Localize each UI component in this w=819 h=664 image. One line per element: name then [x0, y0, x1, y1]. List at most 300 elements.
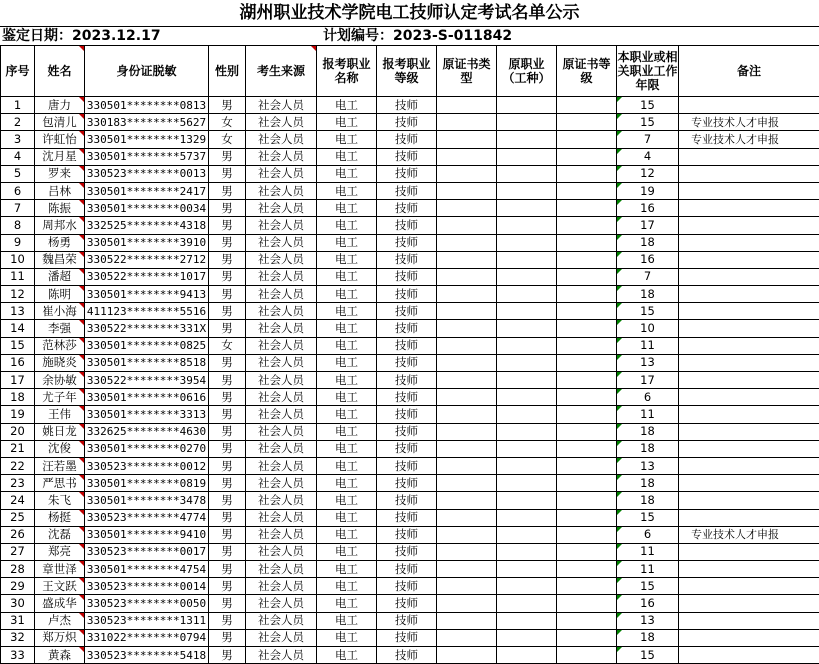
table-row — [1, 372, 819, 389]
cell-orig-cert-level — [557, 475, 617, 492]
cell-occupation: 电工 — [317, 200, 377, 217]
cell-gender: 男 — [209, 148, 246, 165]
cell-orig-cert-type — [437, 114, 497, 131]
cell-years: 15 — [617, 509, 679, 526]
cell-orig-cert-level — [557, 114, 617, 131]
cell-gender: 男 — [209, 165, 246, 182]
cell-gender: 女 — [209, 114, 246, 131]
cell-remark — [679, 268, 819, 285]
cell-level: 技师 — [377, 114, 437, 131]
cell-orig-job — [497, 561, 557, 578]
cell-source: 社会人员 — [246, 234, 317, 251]
cell-occupation: 电工 — [317, 114, 377, 131]
cell-gender: 男 — [209, 182, 246, 199]
cell-seq: 12 — [1, 286, 35, 303]
cell-years: 11 — [617, 406, 679, 423]
cell-gender: 男 — [209, 251, 246, 268]
cell-source: 社会人员 — [246, 457, 317, 474]
cell-name: 余协敏 — [35, 372, 85, 389]
header-name: 姓名 — [35, 46, 85, 97]
cell-years: 13 — [617, 354, 679, 371]
cell-orig-cert-level — [557, 286, 617, 303]
cell-orig-cert-type — [437, 148, 497, 165]
cell-name: 王伟 — [35, 406, 85, 423]
table-row — [1, 268, 819, 285]
cell-years: 12 — [617, 165, 679, 182]
cell-id-number: 330501********9413 — [85, 286, 209, 303]
cell-years: 18 — [617, 440, 679, 457]
table-row — [1, 234, 819, 251]
cell-occupation: 电工 — [317, 509, 377, 526]
cell-source: 社会人员 — [246, 647, 317, 664]
cell-orig-cert-level — [557, 182, 617, 199]
cell-orig-job — [497, 612, 557, 629]
cell-orig-job — [497, 457, 557, 474]
cell-remark — [679, 475, 819, 492]
cell-source: 社会人员 — [246, 165, 317, 182]
cell-level: 技师 — [377, 492, 437, 509]
cell-source: 社会人员 — [246, 578, 317, 595]
cell-level: 技师 — [377, 303, 437, 320]
cell-seq: 31 — [1, 612, 35, 629]
cell-seq: 19 — [1, 406, 35, 423]
cell-remark — [679, 406, 819, 423]
cell-years: 17 — [617, 217, 679, 234]
cell-years: 11 — [617, 337, 679, 354]
cell-id-number: 330523********1311 — [85, 612, 209, 629]
cell-seq: 33 — [1, 647, 35, 664]
cell-seq: 13 — [1, 303, 35, 320]
cell-years: 7 — [617, 131, 679, 148]
cell-level: 技师 — [377, 647, 437, 664]
cell-orig-job — [497, 268, 557, 285]
cell-level: 技师 — [377, 354, 437, 371]
cell-name: 尤子年 — [35, 389, 85, 406]
cell-level: 技师 — [377, 234, 437, 251]
cell-name: 罗来 — [35, 165, 85, 182]
cell-years: 6 — [617, 526, 679, 543]
table-row — [1, 286, 819, 303]
cell-id-number: 330523********0017 — [85, 543, 209, 560]
cell-remark — [679, 217, 819, 234]
cell-source: 社会人员 — [246, 303, 317, 320]
cell-orig-cert-type — [437, 526, 497, 543]
header-row — [1, 46, 819, 97]
cell-orig-cert-level — [557, 320, 617, 337]
cell-occupation: 电工 — [317, 423, 377, 440]
cell-name: 严思书 — [35, 475, 85, 492]
page-title: 湖州职业技术学院电工技师认定考试名单公示 — [0, 0, 819, 27]
cell-orig-cert-type — [437, 423, 497, 440]
cell-orig-cert-type — [437, 561, 497, 578]
cell-source: 社会人员 — [246, 320, 317, 337]
cell-orig-job — [497, 148, 557, 165]
cell-seq: 28 — [1, 561, 35, 578]
cell-name: 唐力 — [35, 97, 85, 114]
cell-orig-cert-level — [557, 337, 617, 354]
cell-level: 技师 — [377, 389, 437, 406]
table-row — [1, 182, 819, 199]
cell-id-number: 411123********5516 — [85, 303, 209, 320]
table-row — [1, 647, 819, 664]
cell-id-number: 330501********0813 — [85, 97, 209, 114]
cell-orig-cert-type — [437, 337, 497, 354]
table-body — [1, 97, 819, 664]
cell-years: 15 — [617, 578, 679, 595]
cell-seq: 29 — [1, 578, 35, 595]
cell-orig-job — [497, 303, 557, 320]
header-occupation: 报考职业名称 — [317, 46, 377, 97]
cell-source: 社会人员 — [246, 200, 317, 217]
cell-occupation: 电工 — [317, 647, 377, 664]
cell-source: 社会人员 — [246, 492, 317, 509]
cell-orig-job — [497, 234, 557, 251]
cell-source: 社会人员 — [246, 337, 317, 354]
cell-occupation: 电工 — [317, 561, 377, 578]
cell-orig-cert-type — [437, 286, 497, 303]
candidate-table — [0, 45, 819, 664]
cell-level: 技师 — [377, 595, 437, 612]
cell-years: 13 — [617, 612, 679, 629]
exam-date: 鉴定日期：2023.12.17 — [0, 27, 321, 45]
table-row — [1, 457, 819, 474]
cell-level: 技师 — [377, 372, 437, 389]
cell-remark — [679, 148, 819, 165]
cell-gender: 男 — [209, 423, 246, 440]
cell-orig-cert-type — [437, 457, 497, 474]
cell-name: 杨挺 — [35, 509, 85, 526]
cell-orig-cert-type — [437, 234, 497, 251]
cell-id-number: 330501********4754 — [85, 561, 209, 578]
cell-orig-job — [497, 389, 557, 406]
cell-years: 18 — [617, 423, 679, 440]
cell-years: 6 — [617, 389, 679, 406]
cell-seq: 30 — [1, 595, 35, 612]
table-row — [1, 543, 819, 560]
cell-seq: 25 — [1, 509, 35, 526]
cell-seq: 6 — [1, 182, 35, 199]
cell-seq: 3 — [1, 131, 35, 148]
cell-name: 汪若墨 — [35, 457, 85, 474]
header-remark: 备注 — [679, 46, 819, 97]
cell-id-number: 330523********0050 — [85, 595, 209, 612]
cell-id-number: 330523********0014 — [85, 578, 209, 595]
cell-id-number: 330523********5418 — [85, 647, 209, 664]
cell-gender: 男 — [209, 286, 246, 303]
table-row — [1, 251, 819, 268]
cell-source: 社会人员 — [246, 251, 317, 268]
cell-orig-job — [497, 114, 557, 131]
cell-remark — [679, 595, 819, 612]
cell-orig-job — [497, 182, 557, 199]
cell-name: 朱飞 — [35, 492, 85, 509]
cell-gender: 男 — [209, 97, 246, 114]
cell-gender: 男 — [209, 561, 246, 578]
cell-source: 社会人员 — [246, 526, 317, 543]
cell-level: 技师 — [377, 423, 437, 440]
cell-remark — [679, 251, 819, 268]
cell-years: 18 — [617, 475, 679, 492]
cell-source: 社会人员 — [246, 217, 317, 234]
cell-gender: 男 — [209, 526, 246, 543]
cell-orig-cert-level — [557, 200, 617, 217]
cell-orig-cert-type — [437, 165, 497, 182]
cell-name: 吕林 — [35, 182, 85, 199]
cell-occupation: 电工 — [317, 320, 377, 337]
cell-remark — [679, 200, 819, 217]
cell-name: 姚日龙 — [35, 423, 85, 440]
cell-name: 崔小海 — [35, 303, 85, 320]
cell-gender: 男 — [209, 389, 246, 406]
table-row — [1, 97, 819, 114]
table-row — [1, 303, 819, 320]
cell-seq: 17 — [1, 372, 35, 389]
cell-years: 16 — [617, 251, 679, 268]
cell-occupation: 电工 — [317, 372, 377, 389]
cell-id-number: 330501********5737 — [85, 148, 209, 165]
cell-level: 技师 — [377, 148, 437, 165]
cell-occupation: 电工 — [317, 492, 377, 509]
cell-orig-job — [497, 509, 557, 526]
cell-years: 15 — [617, 647, 679, 664]
cell-orig-cert-level — [557, 148, 617, 165]
cell-name: 沈磊 — [35, 526, 85, 543]
cell-orig-job — [497, 320, 557, 337]
cell-gender: 男 — [209, 234, 246, 251]
cell-gender: 男 — [209, 320, 246, 337]
table-row — [1, 320, 819, 337]
cell-orig-cert-type — [437, 543, 497, 560]
cell-remark: 专业技术人才申报 — [679, 114, 819, 131]
cell-source: 社会人员 — [246, 286, 317, 303]
cell-gender: 男 — [209, 578, 246, 595]
cell-name: 周邦水 — [35, 217, 85, 234]
cell-seq: 9 — [1, 234, 35, 251]
cell-seq: 14 — [1, 320, 35, 337]
cell-seq: 22 — [1, 457, 35, 474]
cell-gender: 男 — [209, 647, 246, 664]
cell-remark: 专业技术人才申报 — [679, 526, 819, 543]
cell-remark — [679, 440, 819, 457]
table-row — [1, 389, 819, 406]
cell-id-number: 332625********4630 — [85, 423, 209, 440]
cell-id-number: 330501********0034 — [85, 200, 209, 217]
cell-seq: 7 — [1, 200, 35, 217]
cell-orig-job — [497, 354, 557, 371]
cell-level: 技师 — [377, 97, 437, 114]
cell-occupation: 电工 — [317, 337, 377, 354]
cell-orig-cert-level — [557, 423, 617, 440]
cell-id-number: 330501********0819 — [85, 475, 209, 492]
cell-orig-job — [497, 492, 557, 509]
cell-gender: 男 — [209, 372, 246, 389]
header-gender: 性别 — [209, 46, 246, 97]
cell-remark: 专业技术人才申报 — [679, 131, 819, 148]
cell-occupation: 电工 — [317, 131, 377, 148]
cell-occupation: 电工 — [317, 406, 377, 423]
table-row — [1, 406, 819, 423]
cell-years: 7 — [617, 268, 679, 285]
cell-orig-job — [497, 440, 557, 457]
cell-orig-cert-type — [437, 217, 497, 234]
cell-occupation: 电工 — [317, 457, 377, 474]
cell-gender: 女 — [209, 131, 246, 148]
cell-level: 技师 — [377, 440, 437, 457]
cell-gender: 男 — [209, 612, 246, 629]
cell-orig-cert-type — [437, 182, 497, 199]
cell-name: 郑万炽 — [35, 629, 85, 646]
cell-orig-job — [497, 200, 557, 217]
cell-seq: 24 — [1, 492, 35, 509]
table-row — [1, 165, 819, 182]
cell-remark — [679, 234, 819, 251]
cell-seq: 5 — [1, 165, 35, 182]
cell-orig-cert-type — [437, 97, 497, 114]
cell-gender: 男 — [209, 217, 246, 234]
cell-years: 4 — [617, 148, 679, 165]
cell-source: 社会人员 — [246, 475, 317, 492]
cell-remark — [679, 647, 819, 664]
cell-id-number: 330501********0616 — [85, 389, 209, 406]
cell-source: 社会人员 — [246, 148, 317, 165]
cell-seq: 2 — [1, 114, 35, 131]
cell-source: 社会人员 — [246, 406, 317, 423]
cell-occupation: 电工 — [317, 268, 377, 285]
cell-id-number: 330183********5627 — [85, 114, 209, 131]
cell-occupation: 电工 — [317, 148, 377, 165]
table-row — [1, 475, 819, 492]
cell-source: 社会人员 — [246, 629, 317, 646]
table-row — [1, 509, 819, 526]
cell-source: 社会人员 — [246, 268, 317, 285]
cell-orig-cert-type — [437, 320, 497, 337]
cell-source: 社会人员 — [246, 354, 317, 371]
cell-orig-cert-type — [437, 389, 497, 406]
cell-orig-cert-type — [437, 647, 497, 664]
cell-orig-cert-type — [437, 440, 497, 457]
cell-remark — [679, 303, 819, 320]
cell-orig-cert-type — [437, 303, 497, 320]
cell-seq: 10 — [1, 251, 35, 268]
cell-name: 章世泽 — [35, 561, 85, 578]
cell-remark — [679, 543, 819, 560]
table-row — [1, 578, 819, 595]
cell-id-number: 332525********4318 — [85, 217, 209, 234]
cell-occupation: 电工 — [317, 543, 377, 560]
cell-orig-cert-level — [557, 234, 617, 251]
cell-orig-job — [497, 423, 557, 440]
cell-name: 许虹怡 — [35, 131, 85, 148]
cell-orig-cert-level — [557, 251, 617, 268]
cell-level: 技师 — [377, 217, 437, 234]
cell-orig-job — [497, 217, 557, 234]
cell-occupation: 电工 — [317, 475, 377, 492]
cell-orig-cert-level — [557, 165, 617, 182]
cell-source: 社会人员 — [246, 423, 317, 440]
cell-orig-job — [497, 165, 557, 182]
cell-orig-job — [497, 578, 557, 595]
cell-years: 11 — [617, 561, 679, 578]
cell-level: 技师 — [377, 182, 437, 199]
cell-source: 社会人员 — [246, 543, 317, 560]
cell-orig-cert-type — [437, 251, 497, 268]
cell-years: 18 — [617, 629, 679, 646]
cell-id-number: 330501********0270 — [85, 440, 209, 457]
header-level: 报考职业等级 — [377, 46, 437, 97]
cell-seq: 21 — [1, 440, 35, 457]
cell-orig-cert-level — [557, 97, 617, 114]
cell-years: 18 — [617, 286, 679, 303]
cell-years: 18 — [617, 234, 679, 251]
cell-id-number: 330501********8518 — [85, 354, 209, 371]
cell-seq: 20 — [1, 423, 35, 440]
cell-name: 沈俊 — [35, 440, 85, 457]
cell-gender: 男 — [209, 303, 246, 320]
cell-years: 11 — [617, 543, 679, 560]
cell-orig-cert-level — [557, 578, 617, 595]
cell-years: 13 — [617, 457, 679, 474]
cell-level: 技师 — [377, 561, 437, 578]
cell-orig-cert-type — [437, 509, 497, 526]
header-orig-cert-level: 原证书等级 — [557, 46, 617, 97]
cell-orig-cert-level — [557, 561, 617, 578]
cell-id-number: 330501********3313 — [85, 406, 209, 423]
cell-id-number: 330523********4774 — [85, 509, 209, 526]
cell-seq: 18 — [1, 389, 35, 406]
cell-gender: 男 — [209, 440, 246, 457]
table-row — [1, 561, 819, 578]
cell-seq: 1 — [1, 97, 35, 114]
cell-orig-cert-level — [557, 303, 617, 320]
cell-orig-cert-level — [557, 440, 617, 457]
cell-orig-cert-level — [557, 509, 617, 526]
cell-source: 社会人员 — [246, 114, 317, 131]
cell-occupation: 电工 — [317, 217, 377, 234]
cell-id-number: 330522********3954 — [85, 372, 209, 389]
cell-orig-cert-level — [557, 389, 617, 406]
cell-level: 技师 — [377, 406, 437, 423]
cell-occupation: 电工 — [317, 612, 377, 629]
cell-level: 技师 — [377, 200, 437, 217]
cell-orig-job — [497, 337, 557, 354]
plan-number: 计划编号：2023-S-011842 — [321, 27, 819, 45]
cell-level: 技师 — [377, 251, 437, 268]
cell-orig-cert-type — [437, 612, 497, 629]
cell-remark — [679, 423, 819, 440]
table-row — [1, 337, 819, 354]
cell-source: 社会人员 — [246, 595, 317, 612]
cell-seq: 26 — [1, 526, 35, 543]
cell-name: 沈月星 — [35, 148, 85, 165]
cell-orig-cert-type — [437, 629, 497, 646]
cell-orig-job — [497, 97, 557, 114]
cell-source: 社会人员 — [246, 509, 317, 526]
header-orig-cert-type: 原证书类型 — [437, 46, 497, 97]
cell-orig-cert-level — [557, 354, 617, 371]
cell-occupation: 电工 — [317, 251, 377, 268]
cell-remark — [679, 165, 819, 182]
cell-id-number: 330523********0013 — [85, 165, 209, 182]
cell-remark — [679, 561, 819, 578]
cell-orig-cert-type — [437, 200, 497, 217]
cell-orig-cert-type — [437, 406, 497, 423]
cell-orig-cert-level — [557, 131, 617, 148]
cell-years: 17 — [617, 372, 679, 389]
cell-source: 社会人员 — [246, 97, 317, 114]
cell-orig-cert-type — [437, 131, 497, 148]
cell-name: 陈明 — [35, 286, 85, 303]
cell-name: 杨勇 — [35, 234, 85, 251]
